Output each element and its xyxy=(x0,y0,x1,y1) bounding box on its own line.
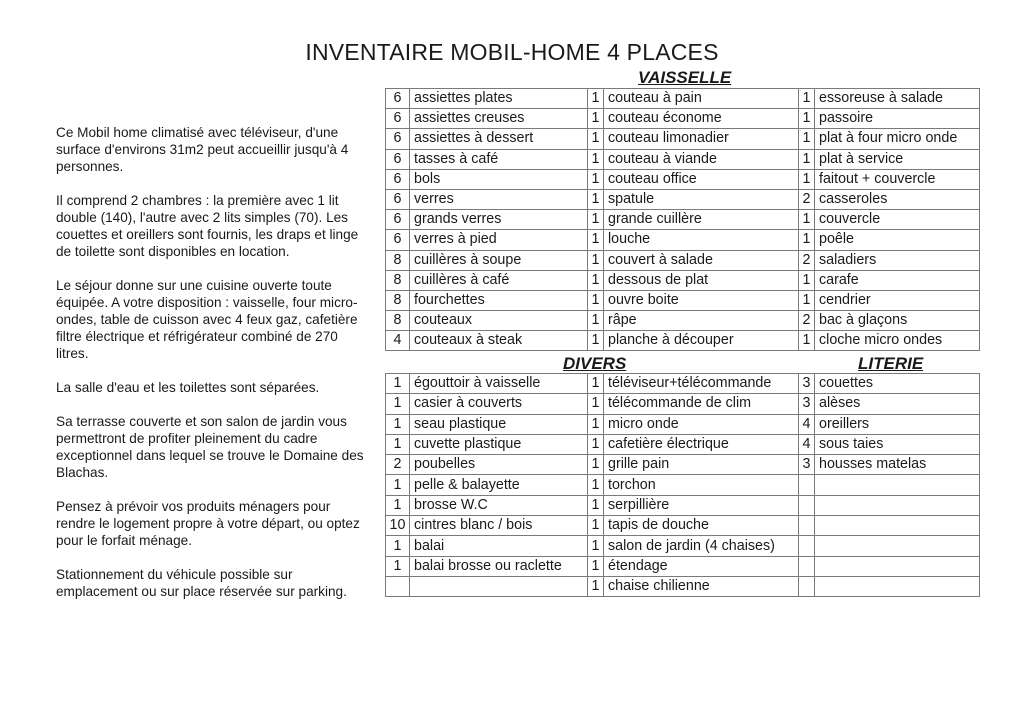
item-cell xyxy=(815,516,980,536)
item-cell: verres xyxy=(410,189,588,209)
table-row xyxy=(386,290,980,310)
item-cell xyxy=(815,576,980,596)
item-cell: cuillères à café xyxy=(410,270,588,290)
item-cell: essoreuse à salade xyxy=(815,89,980,109)
quantity-cell: 1 xyxy=(799,270,815,290)
item-cell: cloche micro ondes xyxy=(815,331,980,351)
quantity-cell xyxy=(799,536,815,556)
quantity-cell: 8 xyxy=(386,311,410,331)
item-cell xyxy=(410,576,588,596)
quantity-cell: 1 xyxy=(588,250,604,270)
item-cell: oreillers xyxy=(815,414,980,434)
table-row xyxy=(386,434,980,454)
quantity-cell: 1 xyxy=(588,455,604,475)
quantity-cell: 1 xyxy=(588,394,604,414)
quantity-cell: 8 xyxy=(386,250,410,270)
quantity-cell: 2 xyxy=(799,189,815,209)
quantity-cell: 10 xyxy=(386,516,410,536)
quantity-cell: 1 xyxy=(799,129,815,149)
item-cell: étendage xyxy=(604,556,799,576)
item-cell: tapis de douche xyxy=(604,516,799,536)
quantity-cell: 1 xyxy=(588,89,604,109)
table-row xyxy=(386,210,980,230)
item-cell: égouttoir à vaisselle xyxy=(410,374,588,394)
item-cell xyxy=(815,495,980,515)
item-cell: cendrier xyxy=(815,290,980,310)
quantity-cell: 1 xyxy=(588,169,604,189)
item-cell: plat à four micro onde xyxy=(815,129,980,149)
item-cell: spatule xyxy=(604,189,799,209)
quantity-cell: 6 xyxy=(386,210,410,230)
quantity-cell: 1 xyxy=(386,394,410,414)
item-cell: couteau à viande xyxy=(604,149,799,169)
quantity-cell: 1 xyxy=(799,210,815,230)
quantity-cell: 1 xyxy=(386,374,410,394)
intro-paragraph: Sa terrasse couverte et son salon de jardin vous permettront de profiter pleinement du cadre exceptionnel dans lequel se trouve le Domaine des Blachas. xyxy=(56,414,364,480)
item-cell: assiettes à dessert xyxy=(410,129,588,149)
quantity-cell: 1 xyxy=(588,374,604,394)
quantity-cell: 1 xyxy=(588,536,604,556)
table-row xyxy=(386,129,980,149)
item-cell: alèses xyxy=(815,394,980,414)
quantity-cell: 1 xyxy=(588,556,604,576)
quantity-cell: 1 xyxy=(386,556,410,576)
item-cell: pelle & balayette xyxy=(410,475,588,495)
divers-literie-table xyxy=(385,373,980,597)
quantity-cell: 1 xyxy=(588,290,604,310)
table-row xyxy=(386,109,980,129)
quantity-cell: 4 xyxy=(386,331,410,351)
quantity-cell: 1 xyxy=(588,149,604,169)
intro-paragraph: Le séjour donne sur une cuisine ouverte toute équipée. A votre disposition : vaisselle, four micro-ondes, table de cuisson avec 4 feux gaz, cafetière filtre électrique et réfrigérateur combiné de 270 litres. xyxy=(56,278,358,361)
quantity-cell: 1 xyxy=(799,230,815,250)
vaisselle-table-body xyxy=(386,89,980,351)
item-cell: verres à pied xyxy=(410,230,588,250)
table-row xyxy=(386,89,980,109)
item-cell: grande cuillère xyxy=(604,210,799,230)
item-cell: cintres blanc / bois xyxy=(410,516,588,536)
quantity-cell: 1 xyxy=(799,89,815,109)
quantity-cell: 1 xyxy=(386,434,410,454)
item-cell: cafetière électrique xyxy=(604,434,799,454)
item-cell: passoire xyxy=(815,109,980,129)
quantity-cell: 6 xyxy=(386,149,410,169)
table-row xyxy=(386,455,980,475)
item-cell: ouvre boite xyxy=(604,290,799,310)
table-row xyxy=(386,394,980,414)
item-cell: chaise chilienne xyxy=(604,576,799,596)
item-cell: grands verres xyxy=(410,210,588,230)
quantity-cell xyxy=(799,495,815,515)
intro-paragraph: La salle d'eau et les toilettes sont séparées. xyxy=(56,380,320,395)
quantity-cell: 6 xyxy=(386,109,410,129)
item-cell: poêle xyxy=(815,230,980,250)
table-row xyxy=(386,149,980,169)
quantity-cell: 6 xyxy=(386,189,410,209)
quantity-cell: 8 xyxy=(386,270,410,290)
item-cell: couteaux xyxy=(410,311,588,331)
quantity-cell: 1 xyxy=(799,290,815,310)
table-row xyxy=(386,556,980,576)
table-row xyxy=(386,536,980,556)
quantity-cell: 1 xyxy=(588,311,604,331)
item-cell: louche xyxy=(604,230,799,250)
quantity-cell xyxy=(799,516,815,536)
item-cell: cuvette plastique xyxy=(410,434,588,454)
table-row xyxy=(386,576,980,596)
item-cell: saladiers xyxy=(815,250,980,270)
item-cell: sous taies xyxy=(815,434,980,454)
item-cell: couteau limonadier xyxy=(604,129,799,149)
table-row xyxy=(386,169,980,189)
quantity-cell: 3 xyxy=(799,374,815,394)
item-cell: râpe xyxy=(604,311,799,331)
vaisselle-table xyxy=(385,88,980,351)
item-cell: micro onde xyxy=(604,414,799,434)
item-cell: serpillière xyxy=(604,495,799,515)
quantity-cell: 2 xyxy=(386,455,410,475)
table-row xyxy=(386,374,980,394)
quantity-cell: 6 xyxy=(386,129,410,149)
quantity-cell: 1 xyxy=(386,475,410,495)
intro-paragraph: Ce Mobil home climatisé avec téléviseur, d'une surface d'environs 31m2 peut accueillir jusqu'à 4 personnes. xyxy=(56,125,349,174)
quantity-cell xyxy=(386,576,410,596)
item-cell: couvercle xyxy=(815,210,980,230)
quantity-cell: 2 xyxy=(799,311,815,331)
table-row xyxy=(386,270,980,290)
item-cell: couteau économe xyxy=(604,109,799,129)
item-cell: couteau office xyxy=(604,169,799,189)
table-row xyxy=(386,250,980,270)
quantity-cell: 1 xyxy=(588,230,604,250)
item-cell: carafe xyxy=(815,270,980,290)
table-row xyxy=(386,230,980,250)
quantity-cell: 8 xyxy=(386,290,410,310)
quantity-cell: 4 xyxy=(799,414,815,434)
quantity-cell: 1 xyxy=(799,109,815,129)
quantity-cell: 1 xyxy=(588,331,604,351)
quantity-cell: 4 xyxy=(799,434,815,454)
quantity-cell: 1 xyxy=(588,475,604,495)
item-cell: casier à couverts xyxy=(410,394,588,414)
item-cell xyxy=(815,536,980,556)
item-cell: tasses à café xyxy=(410,149,588,169)
item-cell: housses matelas xyxy=(815,455,980,475)
quantity-cell: 2 xyxy=(799,250,815,270)
item-cell: dessous de plat xyxy=(604,270,799,290)
item-cell: télécommande de clim xyxy=(604,394,799,414)
intro-paragraph: Stationnement du véhicule possible sur emplacement ou sur place réservée sur parking. xyxy=(56,567,347,599)
quantity-cell: 1 xyxy=(799,331,815,351)
quantity-cell: 1 xyxy=(588,270,604,290)
table-row xyxy=(386,331,980,351)
item-cell: salon de jardin (4 chaises) xyxy=(604,536,799,556)
quantity-cell: 1 xyxy=(386,414,410,434)
quantity-cell: 1 xyxy=(588,129,604,149)
item-cell: plat à service xyxy=(815,149,980,169)
quantity-cell xyxy=(799,576,815,596)
item-cell xyxy=(815,475,980,495)
item-cell: cuillères à soupe xyxy=(410,250,588,270)
item-cell: torchon xyxy=(604,475,799,495)
divers-table-body xyxy=(386,374,980,597)
item-cell: brosse W.C xyxy=(410,495,588,515)
item-cell: seau plastique xyxy=(410,414,588,434)
item-cell: fourchettes xyxy=(410,290,588,310)
section-title-divers: DIVERS xyxy=(563,354,627,373)
item-cell: bols xyxy=(410,169,588,189)
page-title: INVENTAIRE MOBIL-HOME 4 PLACES xyxy=(305,39,719,65)
item-cell: balai xyxy=(410,536,588,556)
quantity-cell: 1 xyxy=(588,210,604,230)
item-cell: casseroles xyxy=(815,189,980,209)
quantity-cell: 1 xyxy=(588,414,604,434)
item-cell: couteau à pain xyxy=(604,89,799,109)
intro-paragraph: Il comprend 2 chambres : la première avec 1 lit double (140), l'autre avec 2 lits simples (70). Les couettes et oreillers sont fournis, les draps et linge de toilette sont disponibles en location. xyxy=(56,193,359,259)
quantity-cell xyxy=(799,475,815,495)
item-cell: assiettes plates xyxy=(410,89,588,109)
quantity-cell: 1 xyxy=(588,109,604,129)
quantity-cell xyxy=(799,556,815,576)
quantity-cell: 1 xyxy=(386,495,410,515)
quantity-cell: 1 xyxy=(588,576,604,596)
item-cell: couteaux à steak xyxy=(410,331,588,351)
item-cell: balai brosse ou raclette xyxy=(410,556,588,576)
item-cell: couvert à salade xyxy=(604,250,799,270)
quantity-cell: 6 xyxy=(386,89,410,109)
section-title-vaisselle: VAISSELLE xyxy=(638,68,732,87)
item-cell: faitout + couvercle xyxy=(815,169,980,189)
item-cell: couettes xyxy=(815,374,980,394)
quantity-cell: 3 xyxy=(799,394,815,414)
quantity-cell: 6 xyxy=(386,169,410,189)
item-cell: grille pain xyxy=(604,455,799,475)
quantity-cell: 1 xyxy=(588,434,604,454)
quantity-cell: 1 xyxy=(588,495,604,515)
quantity-cell: 1 xyxy=(588,189,604,209)
item-cell: téléviseur+télécommande xyxy=(604,374,799,394)
quantity-cell: 6 xyxy=(386,230,410,250)
quantity-cell: 1 xyxy=(799,149,815,169)
quantity-cell: 1 xyxy=(799,169,815,189)
table-row xyxy=(386,516,980,536)
table-row xyxy=(386,311,980,331)
section-title-literie: LITERIE xyxy=(858,354,924,373)
item-cell: planche à découper xyxy=(604,331,799,351)
quantity-cell: 3 xyxy=(799,455,815,475)
item-cell xyxy=(815,556,980,576)
table-row xyxy=(386,189,980,209)
item-cell: bac à glaçons xyxy=(815,311,980,331)
quantity-cell: 1 xyxy=(588,516,604,536)
intro-paragraph: Pensez à prévoir vos produits ménagers pour rendre le logement propre à votre départ, ou optez pour le forfait ménage. xyxy=(56,499,360,548)
table-row xyxy=(386,475,980,495)
quantity-cell: 1 xyxy=(386,536,410,556)
table-row xyxy=(386,414,980,434)
item-cell: poubelles xyxy=(410,455,588,475)
item-cell: assiettes creuses xyxy=(410,109,588,129)
intro-text xyxy=(56,124,368,617)
table-row xyxy=(386,495,980,515)
